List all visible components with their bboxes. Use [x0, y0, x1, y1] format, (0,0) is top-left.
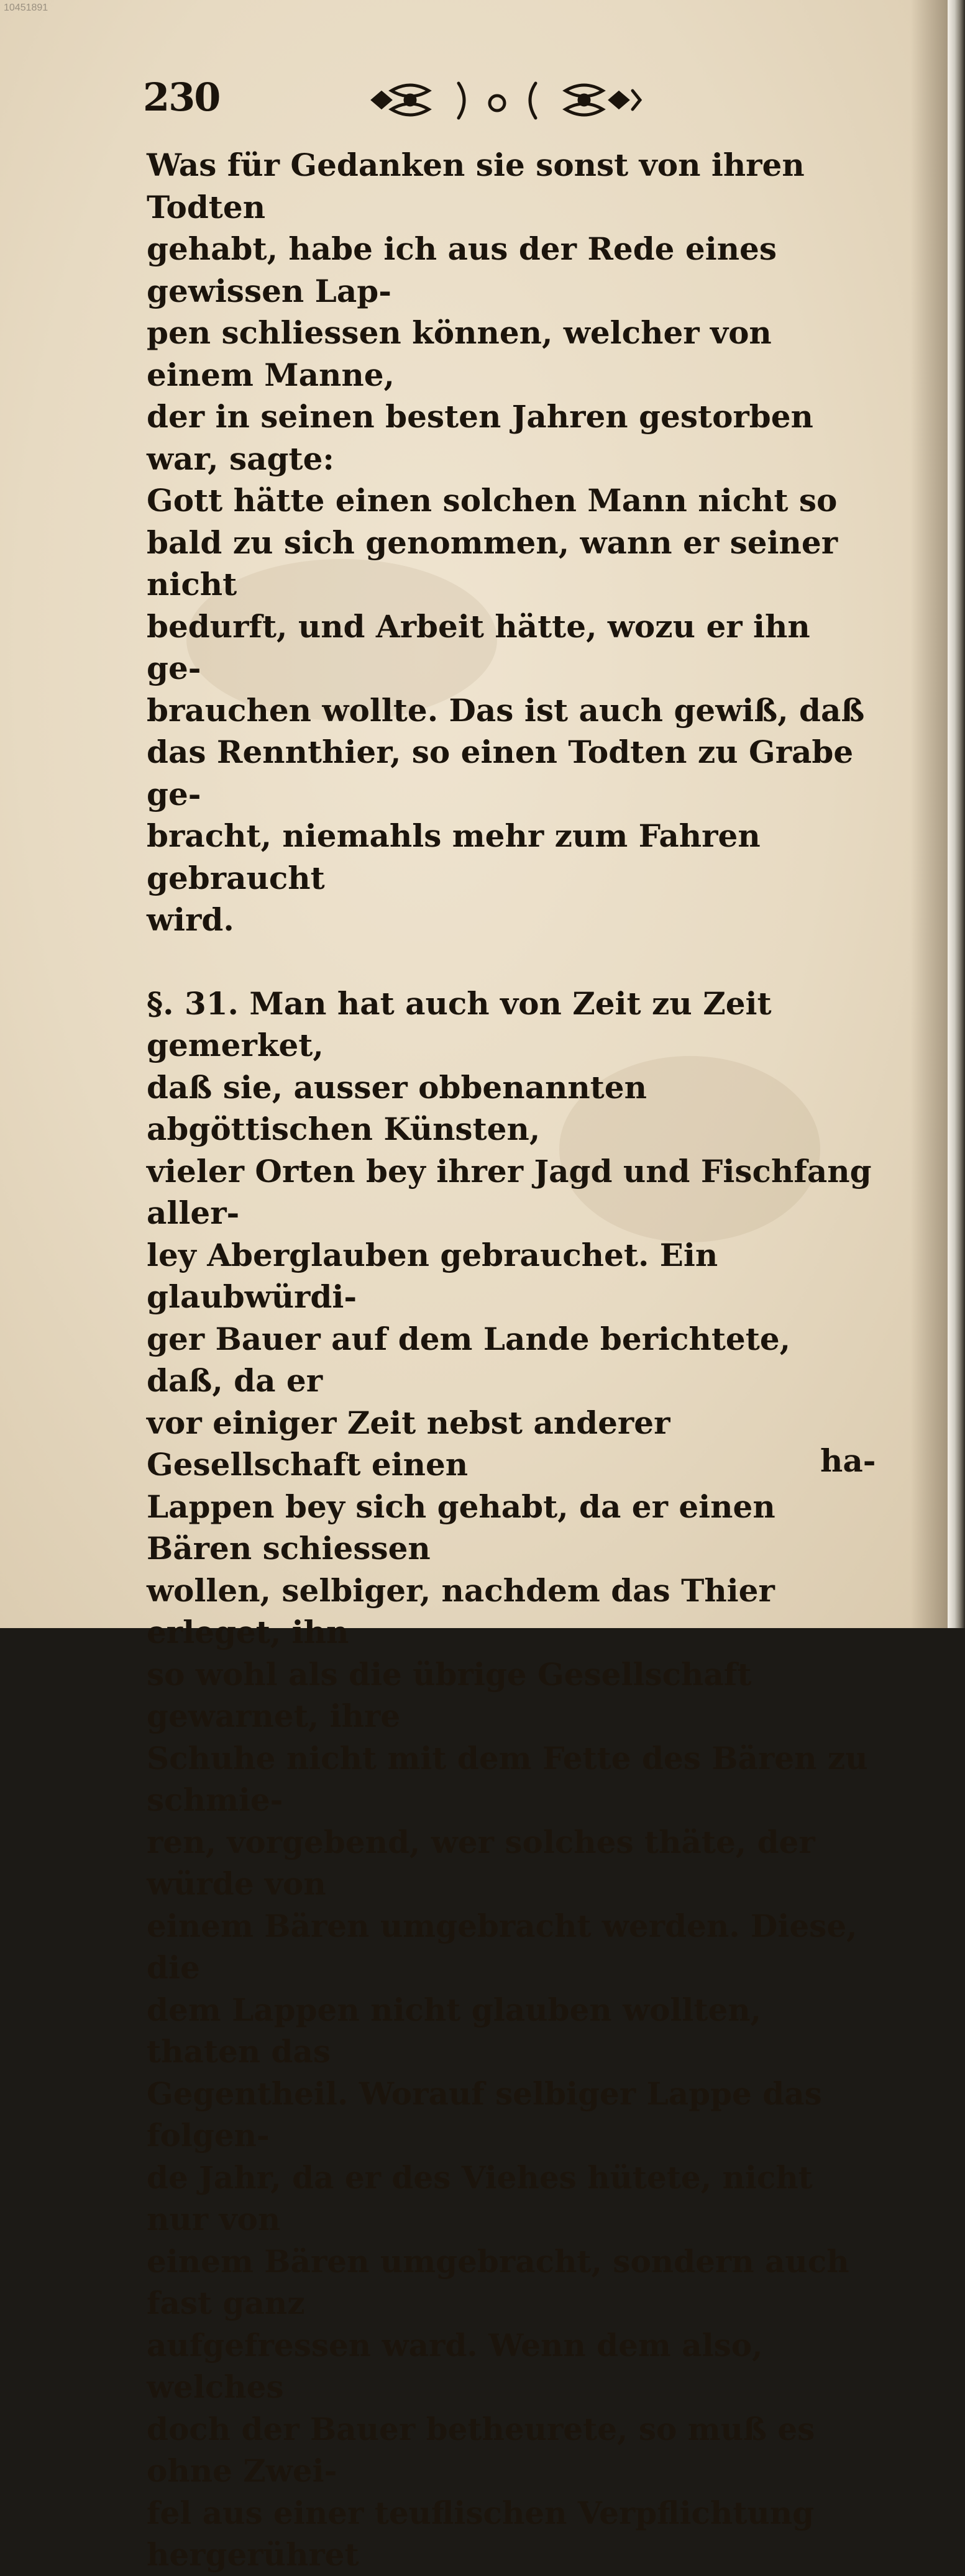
catalog-id: 10451891	[4, 2, 48, 13]
header-ornament	[367, 78, 652, 122]
paragraph: Was für Gedanken sie sonst von ihren Todten gehabt, habe ich aus der Rede eines gewissen Lap- pen schliessen können, welcher von einem Manne, der in seinen besten Jahren gestorben war, sagte: Gott hätte einen solchen Mann nicht so bald zu sich genommen, wann er seiner nicht bedurft, und Arbeit hätte, wozu er ihn ge- brauchen wollte. Das ist auch gewiß, daß das Rennthier, so einen Todten zu Grabe ge- bracht, niemahls mehr zum Fahren gebraucht wird.	[147, 147, 865, 938]
gutter-shadow	[910, 0, 948, 1628]
catchword: ha-	[820, 1442, 876, 1479]
paragraph: §. 31. Man hat auch von Zeit zu Zeit gemerket, daß sie, ausser obbenannten abgöttischen Künsten, vieler Orten bey ihrer Jagd und Fischfang aller- ley Aberglauben gebrauchet. Ein glaubwürdi- ger Bauer auf dem Lande berichtete, daß, da er vor einiger Zeit nebst anderer Gesellschaft einen Lappen bey sich gehabt, da er einen Bären schiessen wollen, selbiger, nachdem das Thier erleget, ihn so wohl als die übrige Gesellschaft gewarnet, ihre Schuhe nicht mit dem Fette des Bären zu schmie- ren, vorgebend, wer solches thäte, der würde von einem Bären umgebracht werden. Diese, die dem Lappen nicht glauben wollten, thaten das Gegentheil. Worauf selbiger Lappe das folgen- de Jahr, da er des Viehes hütete, nicht nur von einem Bären umgebracht, sondern auch fast ganz aufgefressen ward. Wenn dem also, welches doch der Bauer betheurete, so muß es ohne Zwei- fel aus einer teuflischen Verpflichtung hergerühret	[147, 985, 872, 2573]
body-text	[147, 144, 874, 2576]
page-number: 230	[143, 75, 220, 120]
page-edge	[948, 0, 965, 1628]
page-header	[143, 75, 876, 130]
